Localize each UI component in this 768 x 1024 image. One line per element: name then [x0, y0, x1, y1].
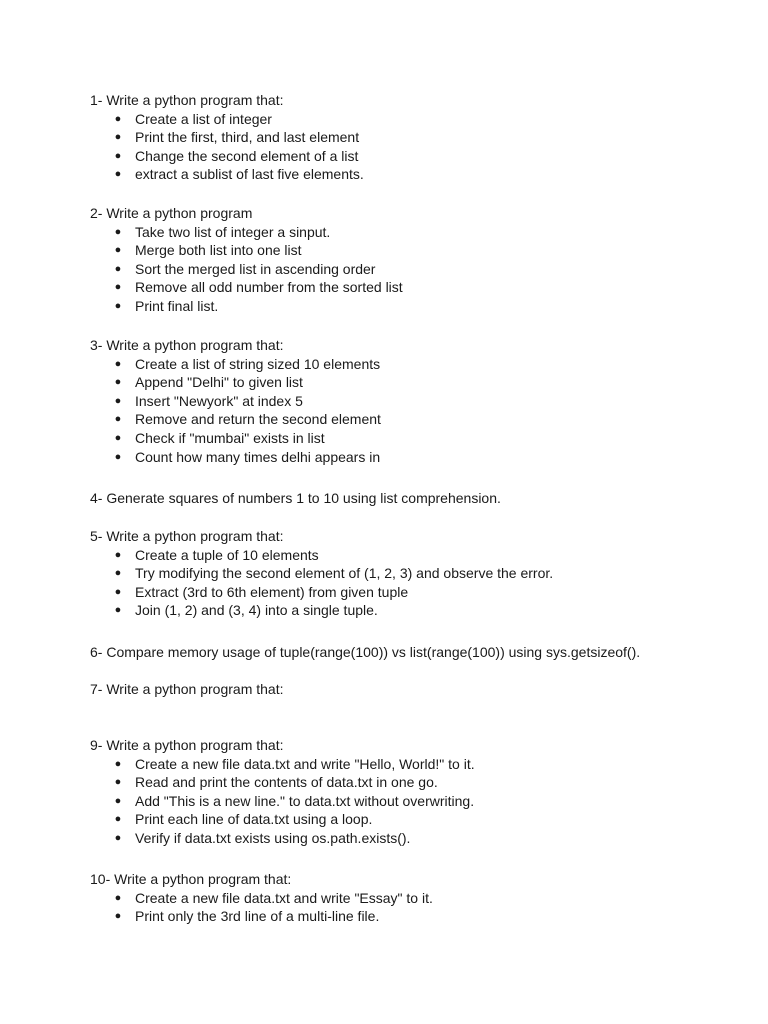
bullet-item [90, 889, 730, 908]
bullet-text: Create a new file data.txt and write "Hello, World!" to it. [135, 755, 475, 772]
question-title: 10- Write a python program that: [90, 871, 292, 887]
bullet-text: Merge both list into one list [135, 242, 302, 259]
bullet-item [90, 278, 730, 297]
bullet-icon: ● [114, 450, 122, 463]
bullet-text: Take two list of integer a sinput. [135, 223, 331, 240]
bullet-icon: ● [114, 548, 122, 561]
bullet-icon: ● [114, 168, 122, 181]
bullet-item [90, 260, 730, 279]
bullet-icon: ● [114, 131, 122, 144]
bullet-item [90, 829, 730, 848]
bullet-icon: ● [114, 262, 122, 275]
bullet-item [90, 410, 730, 429]
bullet-item [90, 147, 730, 166]
question-bullet-list [90, 110, 730, 184]
bullet-icon: ● [114, 585, 122, 598]
bullet-icon: ● [114, 225, 122, 238]
bullet-text: Create a new file data.txt and write "Essay" to it. [135, 889, 433, 906]
bullet-item [90, 429, 730, 448]
bullet-item [90, 755, 730, 774]
bullet-item [90, 583, 730, 602]
bullet-text: Read and print the contents of data.txt in one go. [135, 774, 438, 791]
question-title: 7- Write a python program that: [90, 681, 284, 697]
question-4 [90, 489, 730, 508]
bullet-icon: ● [114, 394, 122, 407]
bullet-text: extract a sublist of last five elements. [135, 166, 364, 183]
bullet-item [90, 601, 730, 620]
bullet-icon: ● [114, 813, 122, 826]
question-title: 2- Write a python program [90, 205, 253, 221]
bullet-item [90, 810, 730, 829]
bullet-text: Print the first, third, and last element [135, 129, 360, 146]
bullet-icon: ● [114, 244, 122, 257]
question-2 [90, 204, 730, 316]
question-bullet-list [90, 546, 730, 620]
bullet-item [90, 564, 730, 583]
bullet-text: Create a list of integer [135, 110, 272, 127]
question-title: 3- Write a python program that: [90, 337, 284, 353]
bullet-item [90, 792, 730, 811]
question-title: 5- Write a python program that: [90, 528, 284, 544]
bullet-text: Create a list of string sized 10 elements [135, 355, 381, 372]
bullet-icon: ● [114, 757, 122, 770]
bullet-icon: ● [114, 431, 122, 444]
bullet-icon: ● [114, 831, 122, 844]
question-title: 9- Write a python program that: [90, 737, 284, 753]
bullet-item [90, 907, 730, 926]
bullet-item [90, 110, 730, 129]
question-5 [90, 527, 730, 620]
bullet-icon: ● [114, 112, 122, 125]
bullet-text: Add "This is a new line." to data.txt without overwriting. [135, 792, 475, 809]
bullet-item [90, 297, 730, 316]
bullet-icon: ● [114, 604, 122, 617]
bullet-text: Sort the merged list in ascending order [135, 260, 376, 277]
bullet-item [90, 392, 730, 411]
question-bullet-list [90, 755, 730, 848]
bullet-item [90, 355, 730, 374]
bullet-text: Count how many times delhi appears in [135, 448, 381, 465]
bullet-text: Print each line of data.txt using a loop. [135, 811, 373, 828]
question-10 [90, 870, 730, 926]
bullet-icon: ● [114, 357, 122, 370]
bullet-icon: ● [114, 910, 122, 923]
bullet-text: Remove and return the second element [135, 411, 381, 428]
bullet-item [90, 546, 730, 565]
bullet-item [90, 773, 730, 792]
bullet-icon: ● [114, 776, 122, 789]
question-1 [90, 91, 730, 184]
bullet-text: Remove all odd number from the sorted list [135, 279, 403, 296]
bullet-item [90, 165, 730, 184]
bullet-icon: ● [114, 891, 122, 904]
question-title: 4- Generate squares of numbers 1 to 10 using list comprehension. [90, 490, 501, 506]
bullet-text: Print final list. [135, 297, 219, 314]
bullet-icon: ● [114, 413, 122, 426]
bullet-text: Extract (3rd to 6th element) from given tuple [135, 583, 409, 600]
bullet-icon: ● [114, 149, 122, 162]
question-bullet-list [90, 355, 730, 467]
bullet-icon: ● [114, 376, 122, 389]
question-bullet-list [90, 889, 730, 926]
bullet-text: Change the second element of a list [135, 147, 359, 164]
bullet-text: Join (1, 2) and (3, 4) into a single tuple. [135, 602, 378, 619]
bullet-icon: ● [114, 794, 122, 807]
bullet-item [90, 223, 730, 242]
bullet-text: Try modifying the second element of (1, 2, 3) and observe the error. [135, 565, 554, 582]
question-9 [90, 736, 730, 848]
bullet-text: Append "Delhi" to given list [135, 374, 303, 391]
bullet-item [90, 128, 730, 147]
bullet-icon: ● [114, 567, 122, 580]
bullet-text: Verify if data.txt exists using os.path.exists(). [135, 829, 411, 846]
question-title: 1- Write a python program that: [90, 92, 284, 108]
question-title: 6- Compare memory usage of tuple(range(100)) vs list(range(100)) using sys.getsizeof(). [90, 644, 641, 660]
question-7 [90, 680, 730, 699]
bullet-text: Print only the 3rd line of a multi-line file. [135, 908, 380, 925]
bullet-text: Create a tuple of 10 elements [135, 546, 319, 563]
bullet-text: Check if "mumbai" exists in list [135, 429, 325, 446]
question-3 [90, 336, 730, 466]
bullet-item [90, 448, 730, 467]
bullet-item [90, 373, 730, 392]
bullet-icon: ● [114, 299, 122, 312]
question-6 [90, 643, 730, 662]
bullet-item [90, 241, 730, 260]
bullet-icon: ● [114, 281, 122, 294]
bullet-text: Insert "Newyork" at index 5 [135, 392, 303, 409]
question-bullet-list [90, 223, 730, 316]
